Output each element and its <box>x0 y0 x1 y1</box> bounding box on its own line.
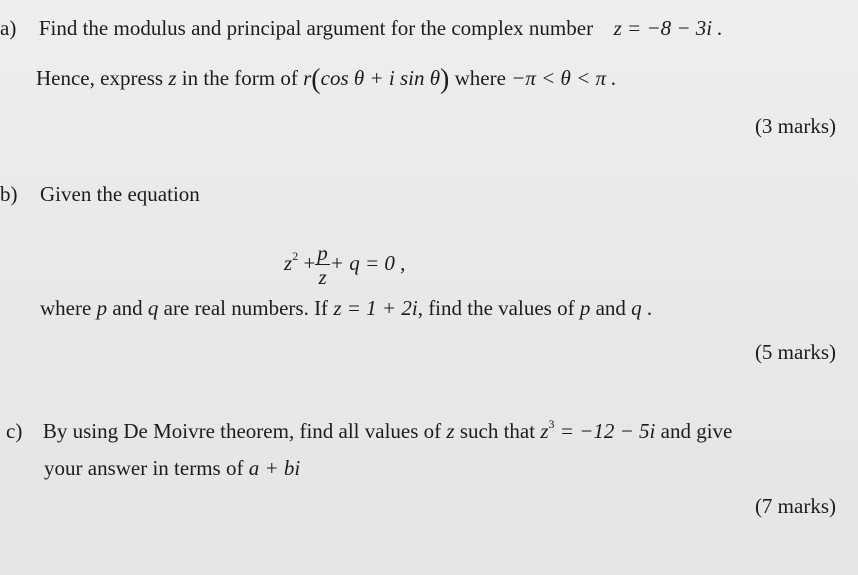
var-p: p <box>96 296 108 320</box>
cube-exp: 3 <box>548 417 555 431</box>
var-z: z <box>540 419 549 443</box>
in-form-text: in the form of <box>181 66 298 90</box>
var-p: p <box>579 296 591 320</box>
hence-text: Hence, express <box>36 66 164 90</box>
such-that-text: such that <box>459 419 536 443</box>
variable-z: z <box>613 16 622 40</box>
where-text: where <box>454 66 506 90</box>
question-c-line2 <box>44 456 300 480</box>
question-a-marks: (3 marks) <box>754 114 836 138</box>
var-q: q <box>631 296 642 320</box>
de-moivre-text: By using De Moivre theorem, find all values of <box>42 419 442 443</box>
question-b-line1 <box>0 182 200 206</box>
answer-terms-text: your answer in terms of <box>44 456 244 480</box>
fraction-p-over-z <box>315 242 330 289</box>
eq-z: z <box>284 251 293 275</box>
question-c-label: c) <box>6 419 23 443</box>
complex-number: = −8 − 3i . <box>627 16 723 40</box>
question-b-marks: (5 marks) <box>754 340 836 364</box>
polar-inner: cos θ + i sin θ <box>320 66 441 90</box>
question-a-text: Find the modulus and principal argument for the complex number <box>38 16 594 40</box>
a-plus-bi: a + bi <box>248 456 301 480</box>
frac-denominator: z <box>318 264 327 289</box>
question-a-label: a) <box>0 16 17 40</box>
frac-numerator: p <box>317 240 328 265</box>
and-give-text: and give <box>660 419 733 443</box>
var-z: z <box>446 419 455 443</box>
question-b-label: b) <box>0 182 18 206</box>
find-values-text: , find the values of <box>417 296 575 320</box>
polar-r: r <box>303 66 312 90</box>
real-numbers-text: are real numbers. If <box>163 296 329 320</box>
equation <box>284 232 405 289</box>
variable-z: z <box>168 66 177 90</box>
var-q: q <box>147 296 159 320</box>
given-equation-text: Given the equation <box>40 182 200 206</box>
eq-rest: + q = 0 , <box>329 251 406 275</box>
z-cubed-value: = −12 − 5i <box>559 419 656 443</box>
question-c-marks: (7 marks) <box>754 494 836 518</box>
and-text: and <box>595 296 626 320</box>
question-a-line2: Hence, express z in the form of r(cos θ + i sin θ) where −π < θ < π . <box>36 64 617 95</box>
and-text: and <box>112 296 143 320</box>
period: . <box>646 296 653 320</box>
var-z: z <box>333 296 342 320</box>
theta-range: −π < θ < π . <box>511 66 617 90</box>
eq-exp: 2 <box>292 249 299 263</box>
question-b-line2 <box>40 296 652 320</box>
z-value: = 1 + 2i <box>346 296 418 320</box>
where-text: where <box>40 296 92 320</box>
question-a-line1 <box>0 16 723 40</box>
eq-plus: + <box>303 251 316 275</box>
question-c-line1 <box>6 412 732 443</box>
